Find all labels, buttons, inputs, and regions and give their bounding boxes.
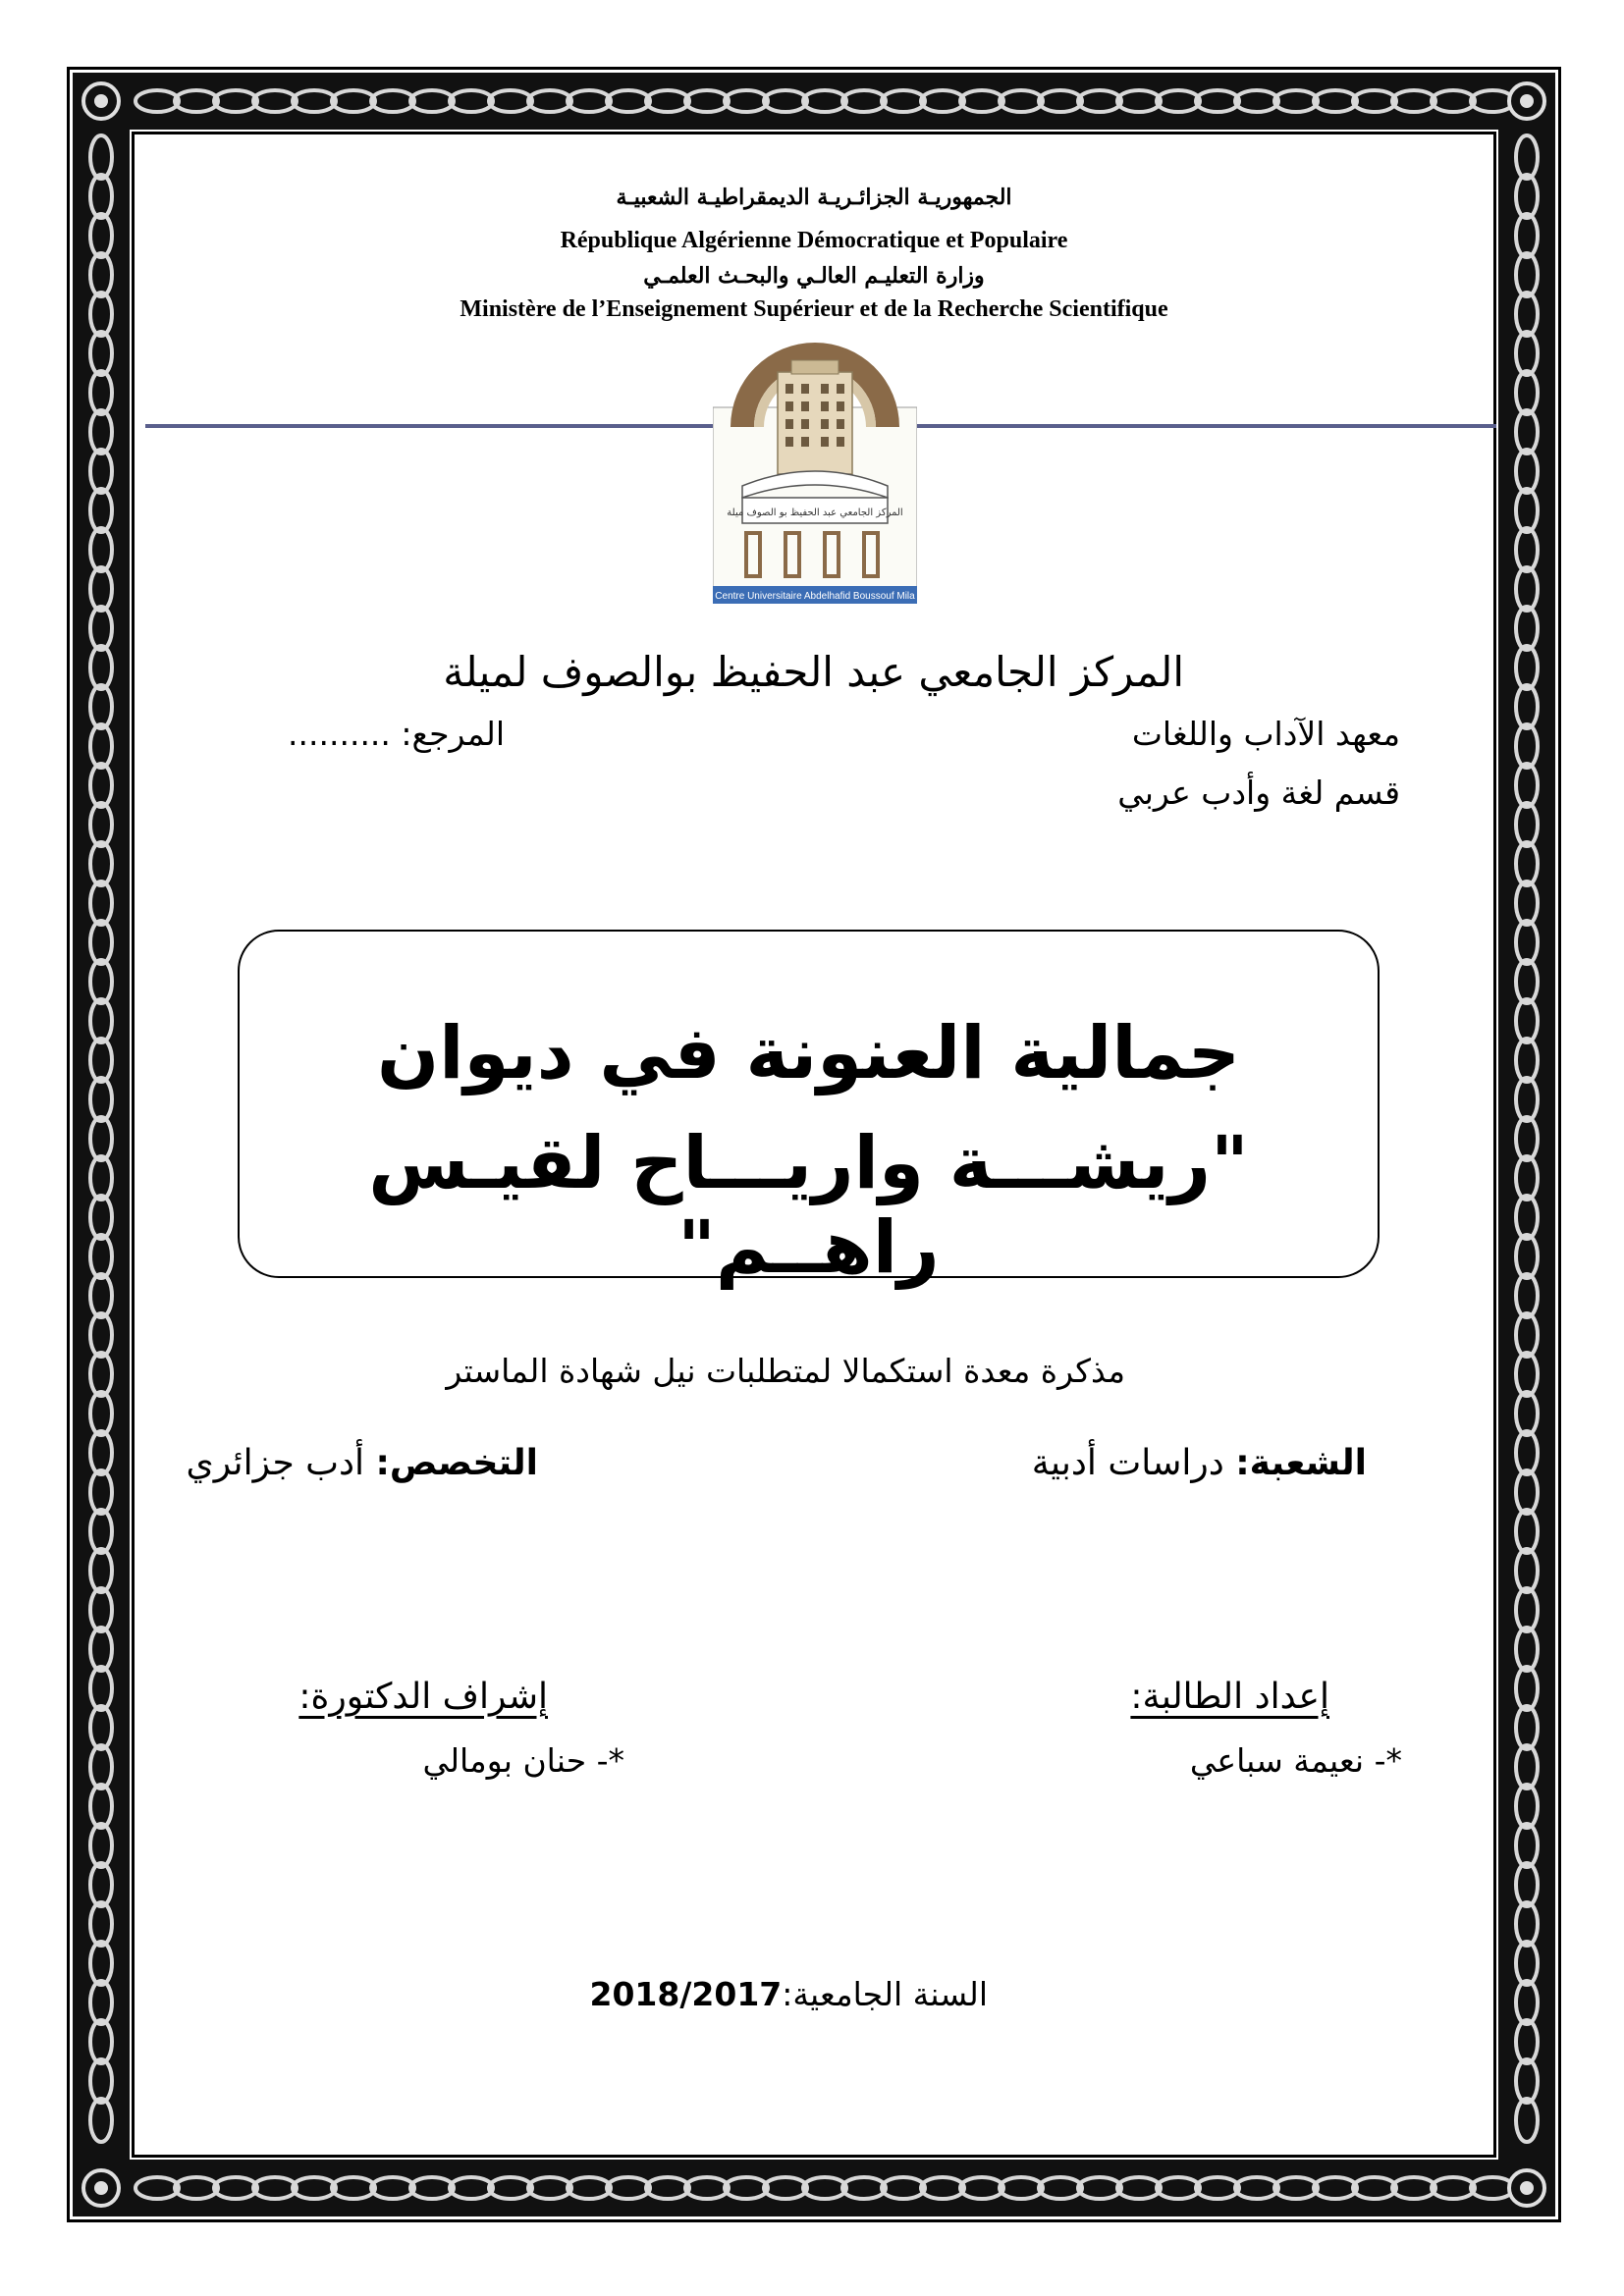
header-rule-right (917, 424, 1496, 428)
branch-field: الشعبة: دراسات أدبية (1031, 1443, 1367, 1483)
ministry-french: Ministère de l’Enseignement Supérieur et de la Recherche Scientifique (460, 296, 1168, 322)
academic-year: السنة الجامعية: 2018/2017 (578, 1975, 988, 2013)
student-heading: إعداد الطالبة: (1130, 1677, 1329, 1717)
header-rule-left (145, 424, 713, 428)
thesis-title-line-2: "ريشـــة واريـــاح لقيـس راهــم" (368, 1121, 1249, 1290)
republic-arabic: الجمهوريـة الجزائـريـة الديمقراطيـة الشعبيـة (616, 185, 1012, 210)
specialty-field: التخصص: أدب جزائري (186, 1443, 538, 1483)
supervisor-name: *- حنان بومالي (422, 1741, 624, 1780)
svg-text:المركز الجامعي عبد الحفيظ بو ا: المركز الجامعي عبد الحفيظ بو الصوف ميلة (727, 507, 903, 518)
ministry-arabic: وزارة التعليـم العالـي والبحـث العلمـي (643, 263, 985, 289)
student-name: *- نعيمة سباعي (1189, 1741, 1402, 1780)
department-name: قسم لغة وأدب عربي (1117, 774, 1400, 812)
university-logo (713, 319, 917, 604)
institute-name: معهد الآداب واللغات (1131, 715, 1400, 753)
republic-french: République Algérienne Démocratique et Populaire (560, 228, 1068, 253)
reference-field: المرجع: .......... (288, 715, 505, 753)
supervisor-heading: إشراف الدكتورة: (298, 1677, 548, 1717)
thesis-title-line-1: جمالية العنونة في ديوان (376, 1011, 1241, 1095)
center-name: المركز الجامعي عبد الحفيظ بوالصوف لميلة (443, 648, 1184, 696)
thesis-purpose-note: مذكرة معدة استكمالا لمتطلبات نيل شهادة الماستر (446, 1352, 1125, 1390)
svg-text:Centre Universitaire Abdelhafi: Centre Universitaire Abdelhafid Boussouf Mila (715, 591, 915, 602)
